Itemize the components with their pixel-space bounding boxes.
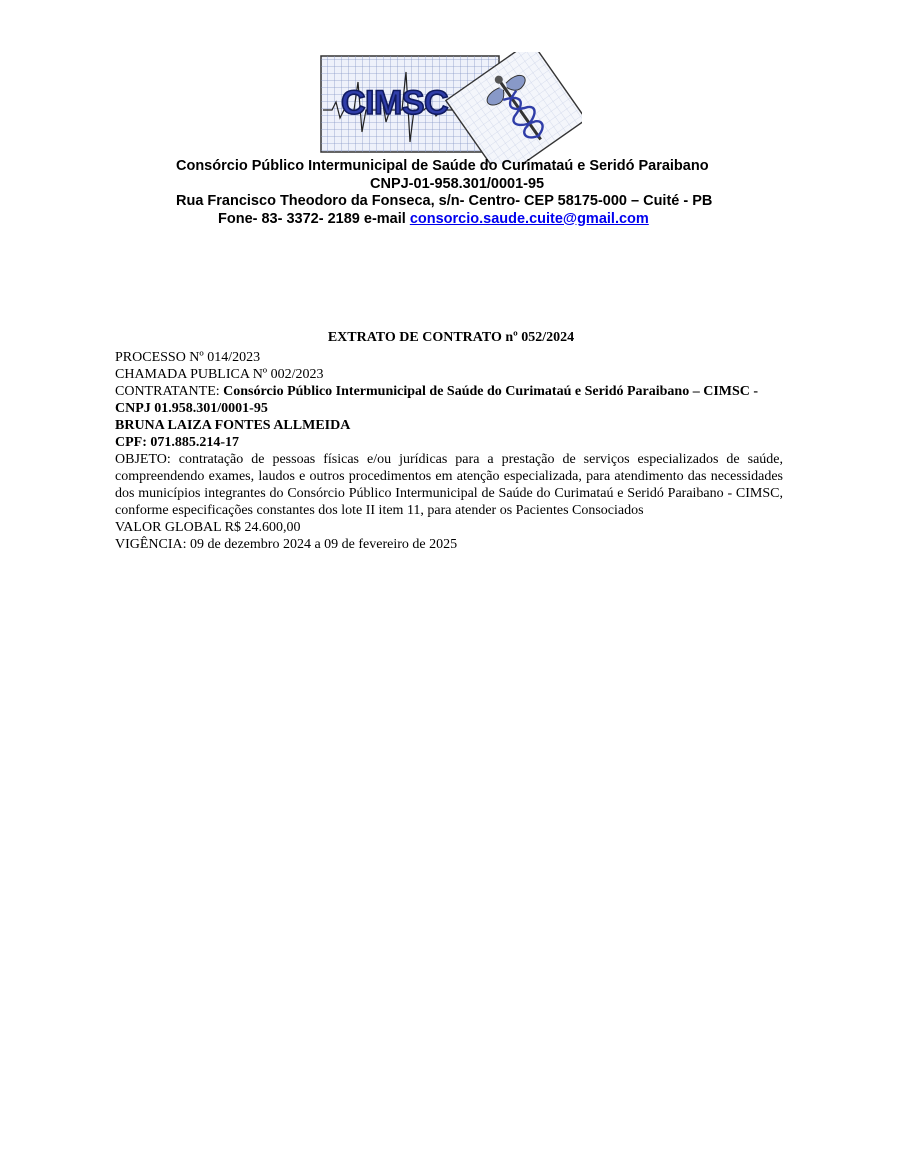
contract-extract <box>115 329 783 553</box>
validity-period: VIGÊNCIA: 09 de dezembro 2024 a 09 de fevereiro de 2025 <box>115 537 458 552</box>
extract-title: EXTRATO DE CONTRATO nº 052/2024 <box>327 330 575 345</box>
contractor-cpf: CPF: 071.885.214-17 <box>115 435 240 450</box>
logo-text: CIMSC <box>341 84 449 122</box>
org-cnpj: CNPJ-01-958.301/0001-95 <box>370 175 545 192</box>
email-link[interactable]: consorcio.saude.cuite@gmail.com <box>409 210 649 227</box>
global-value: VALOR GLOBAL R$ 24.600,00 <box>115 520 301 535</box>
public-call-number: CHAMADA PUBLICA Nº 002/2023 <box>115 367 324 382</box>
org-name: Consórcio Público Intermunicipal de Saúde do Curimataú e Seridó Paraibano <box>176 158 709 174</box>
org-address: Rua Francisco Theodoro da Fonseca, s/n- Centro- CEP 58175-000 – Cuité - PB <box>176 193 713 209</box>
cimsc-logo <box>320 52 582 164</box>
object-description: OBJETO: contratação de pessoas físicas e/ou jurídicas para a prestação de serviços especializados de saúde, compreendendo exames, laudos e outros procedimentos em atenção especializada, para atendimento das necessidades dos municípios integrantes do Consórcio Público Intermunicipal de Saúde do Curimataú e Seridó Paraibano - CIMSC, conforme especificações constantes dos lote II item 11, para atender os Pacientes Consociados <box>115 452 783 518</box>
contractor-name: BRUNA LAIZA FONTES ALLMEIDA <box>115 418 351 433</box>
phone-text: Fone- 83- 3372- 2189 e-mail <box>218 210 410 227</box>
process-number: PROCESSO Nº 014/2023 <box>115 350 261 365</box>
org-contact <box>218 211 649 229</box>
contracting-label: CONTRATANTE: <box>115 384 224 399</box>
contracting-value: Consórcio Público Intermunicipal de Saúde do Curimataú e Seridó Paraibano – CIMSC - CNPJ 01.958.301/0001-95 <box>115 384 759 416</box>
contracting-party <box>115 383 783 417</box>
